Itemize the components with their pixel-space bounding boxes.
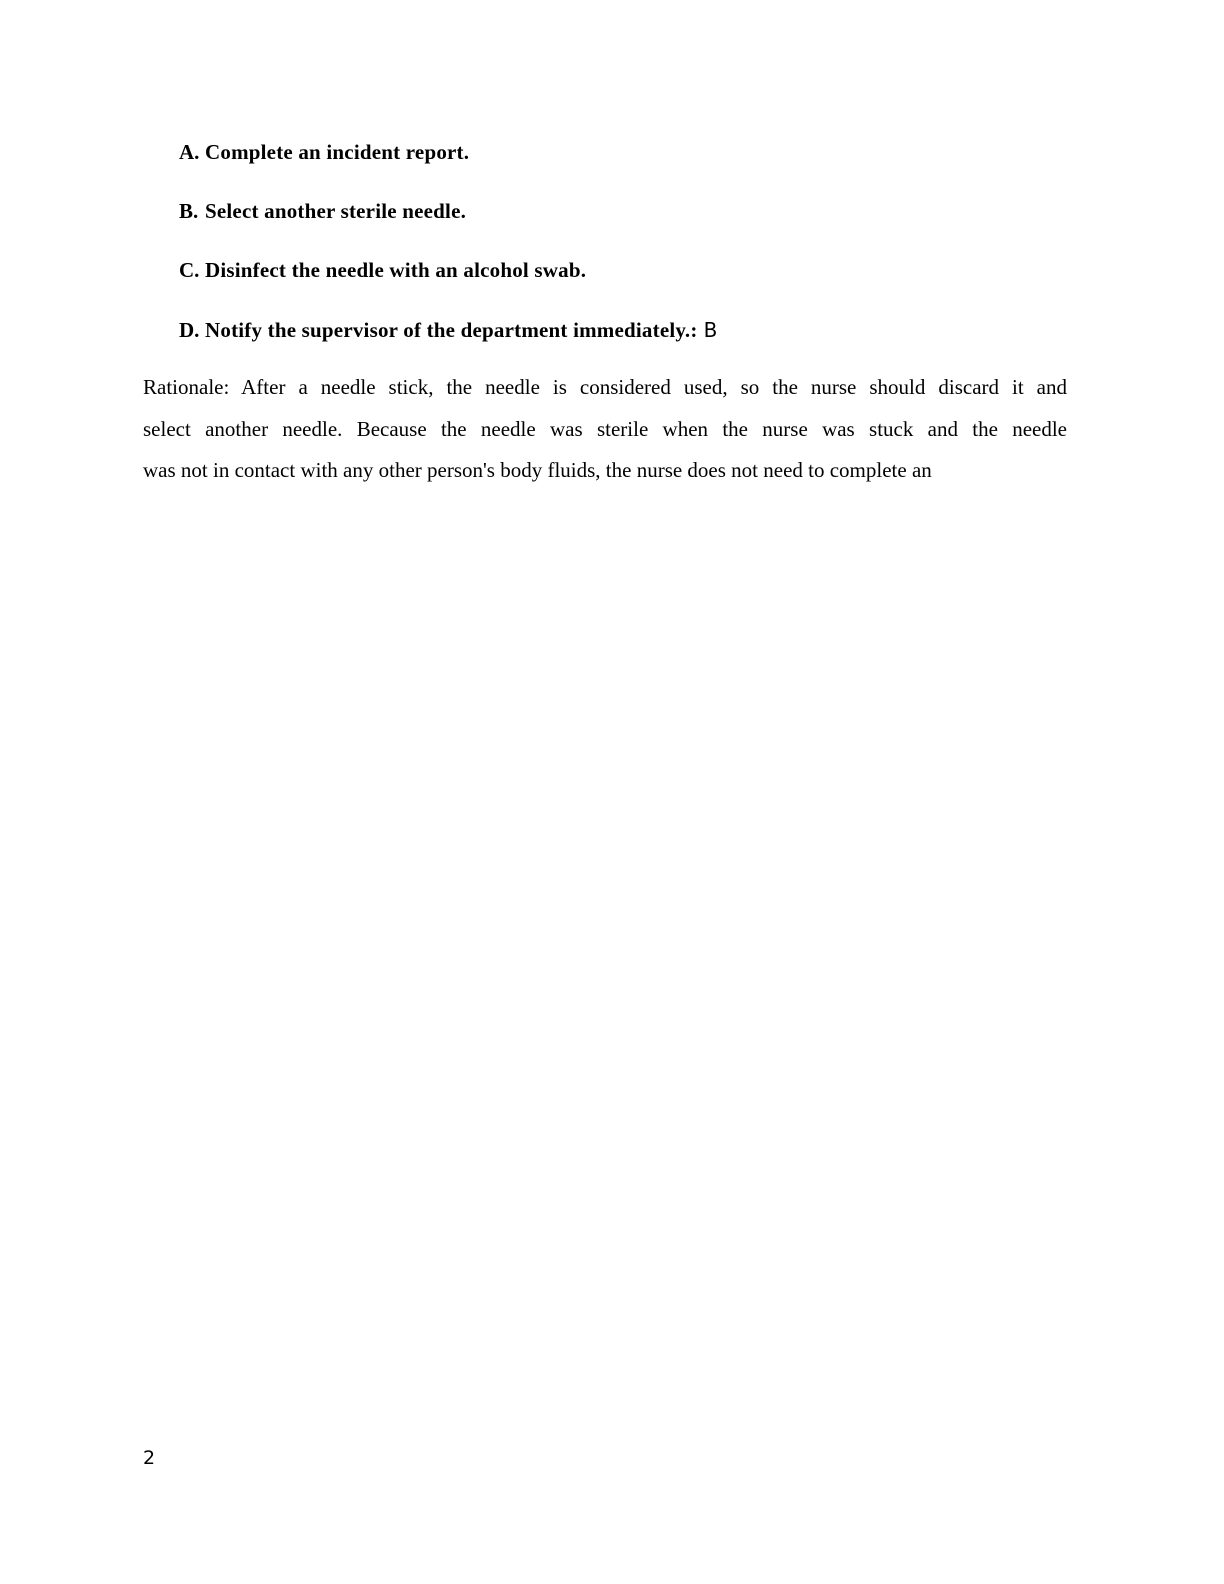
option-c-letter: C. bbox=[179, 258, 200, 282]
option-d-letter: D. bbox=[179, 318, 200, 342]
correct-answer: B bbox=[703, 318, 718, 342]
option-b bbox=[179, 197, 466, 225]
rationale-line: was not in contact with any other person's body fluids, the nurse does not need to complete an bbox=[143, 458, 932, 482]
rationale-line: Rationale: After a needle stick, the needle is considered used, so the nurse should discard it and bbox=[143, 375, 1067, 399]
rationale-line: select another needle. Because the needle was sterile when the nurse was stuck and the needle bbox=[143, 417, 1067, 441]
option-d bbox=[179, 316, 717, 344]
option-c bbox=[179, 256, 586, 284]
option-a-text: Complete an incident report. bbox=[205, 140, 470, 164]
option-a-letter: A. bbox=[179, 140, 200, 164]
option-a bbox=[179, 138, 469, 166]
option-d-text: Notify the supervisor of the department immediately.: bbox=[205, 318, 698, 342]
option-b-letter: B. bbox=[179, 199, 199, 223]
page-number: 2 bbox=[143, 1447, 156, 1469]
option-c-text: Disinfect the needle with an alcohol swab. bbox=[205, 258, 587, 282]
option-b-text: Select another sterile needle. bbox=[205, 199, 467, 223]
